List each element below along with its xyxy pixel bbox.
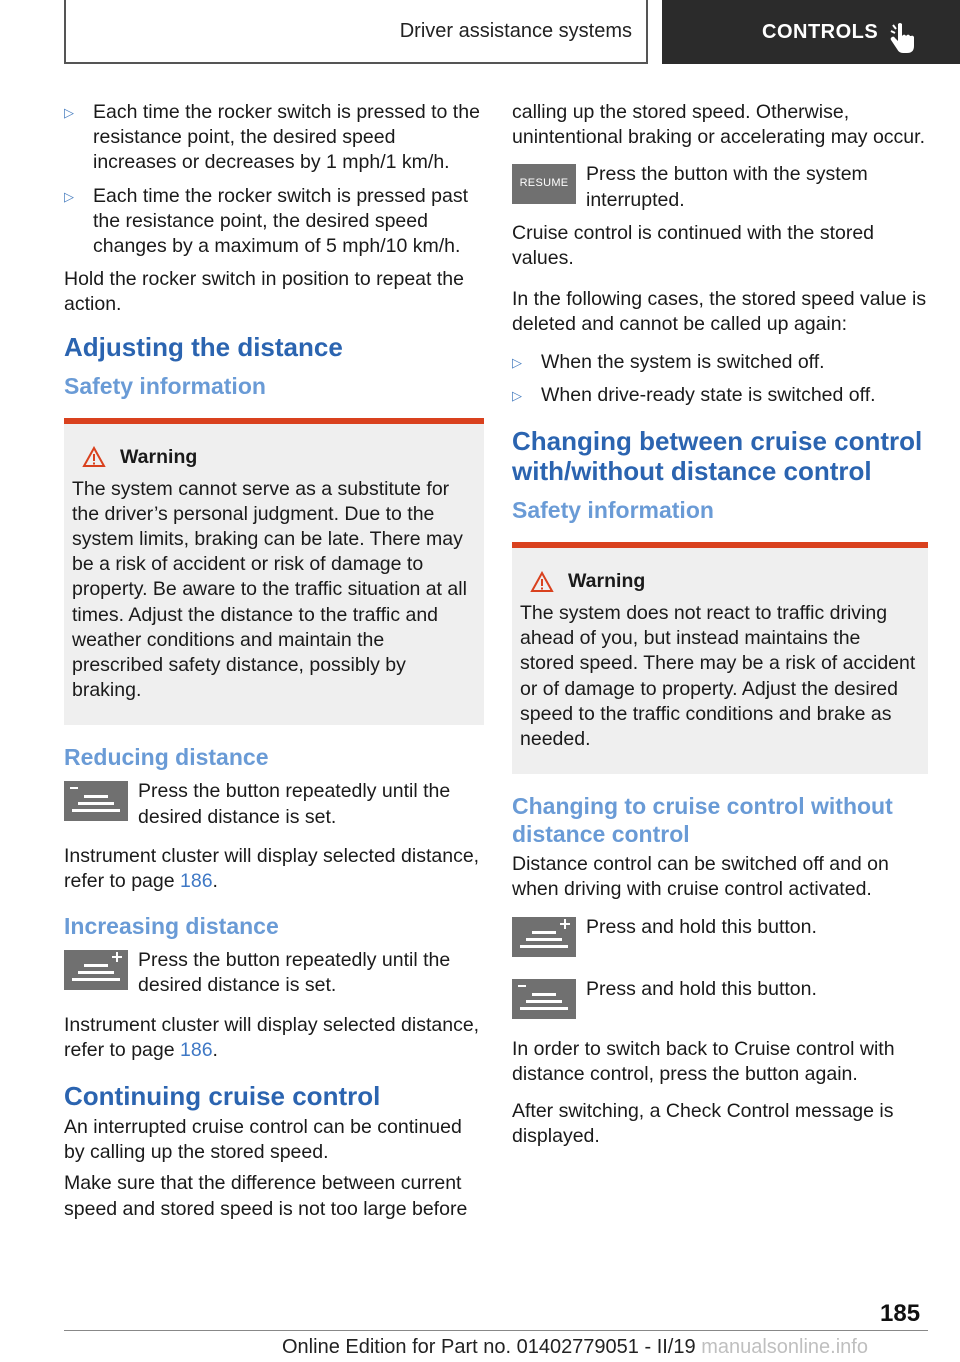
warning-text: The system cannot serve as a substitute for the driver’s personal judgment. Due to the system limits, braking can be late. There may be a risk of accident or risk of damage to property. Be aware to the traffic situation at all times. Adjust the distance to the traffic and weather conditions and maintain the prescribed safety distance, possibly by braking.	[72, 477, 467, 702]
heading-increasing-distance: Increasing distance	[64, 913, 279, 940]
warning-triangle-icon	[82, 446, 106, 468]
distance-plus-button-icon	[64, 950, 128, 990]
switch-back-paragraph: In order to switch back to Cruise control with distance control, press the button again.	[512, 1037, 895, 1085]
press-hold-row	[512, 915, 928, 957]
tab-label: CONTROLS	[762, 20, 879, 43]
list-item: ▷ When drive-ready state is switched off.	[512, 383, 928, 408]
triangle-bullet-icon: ▷	[512, 387, 522, 403]
header-section-title	[64, 0, 648, 64]
list-item: ▷ Each time the rocker switch is pressed to the resistance point, the desired speed increases or decreases by 1 mph/1 km/h.	[64, 100, 484, 176]
page-number: 185	[880, 1300, 921, 1327]
warning-box	[64, 418, 484, 726]
resume-row	[512, 162, 928, 212]
increase-cluster-text: Instrument cluster will display selected distance, refer to page 186.	[64, 1013, 480, 1061]
triangle-bullet-icon: ▷	[64, 105, 74, 120]
continued-values-paragraph: Cruise control is continued with the stored values.	[512, 221, 875, 270]
pointing-hand-icon	[888, 22, 918, 54]
increase-distance-row	[64, 948, 484, 998]
warning-title: Warning	[82, 446, 476, 469]
switch-paragraph: Distance control can be switched off and on when driving with cruise control activated.	[512, 853, 889, 901]
difference-paragraph: Make sure that the difference between current speed and stored speed is not too large before	[64, 1172, 468, 1220]
distance-minus-button-icon	[512, 979, 576, 1019]
triangle-bullet-icon: ▷	[64, 188, 74, 204]
distance-minus-button-icon	[64, 781, 128, 821]
increase-instruction: Press the button repeatedly until the desired distance is set.	[138, 949, 451, 997]
right-column	[512, 100, 928, 1161]
footer-brand: manualsonline.info	[701, 1336, 868, 1358]
resume-button-icon: RESUME	[512, 164, 576, 204]
list-item: ▷ Each time the rocker switch is pressed past the resistance point, the desired speed changes by a maximum of 5 mph/10 km/h.	[64, 184, 484, 260]
after-switching-paragraph: After switching, a Check Control message is displayed.	[512, 1100, 894, 1148]
hold-paragraph: Hold the rocker switch in position to repeat the action.	[64, 268, 464, 316]
heading-changing-between: Changing between cruise control with/without distance control	[512, 426, 923, 487]
heading-reducing-distance: Reducing distance	[64, 744, 269, 771]
warning-box	[512, 542, 928, 774]
press-hold-instruction: Press and hold this button.	[586, 915, 817, 938]
warning-triangle-icon	[530, 571, 554, 593]
left-column	[64, 100, 484, 1222]
heading-safety-information: Safety information	[512, 497, 714, 524]
warning-title: Warning	[530, 570, 920, 593]
footer-divider	[64, 1330, 928, 1331]
heading-safety-information: Safety information	[64, 372, 266, 399]
continued-paragraph: calling up the stored speed. Otherwise, unintentional braking or accelerating may occur.	[512, 101, 925, 149]
footer-edition: Online Edition for Part no. 01402779051 - II/19 manualsonline.info	[282, 1336, 868, 1358]
heading-continuing-cruise-control: Continuing cruise control	[64, 1081, 381, 1112]
distance-plus-button-icon	[512, 917, 576, 957]
heading-adjusting-distance: Adjusting the distance	[64, 331, 343, 362]
warning-text: The system does not react to traffic driving ahead of you, but instead maintains the stored speed. There may be a risk of accident or of damage to property. Adjust the desired speed to the traffic conditions and brake as needed.	[520, 602, 916, 751]
reduce-instruction: Press the button repeatedly until the desired distance is set.	[138, 780, 451, 828]
continue-paragraph: An interrupted cruise control can be continued by calling up the stored speed.	[64, 1116, 462, 1164]
page-link[interactable]: 186	[180, 1038, 213, 1061]
press-hold-row	[512, 977, 928, 1019]
section-title: Driver assistance systems	[399, 19, 632, 42]
cases-paragraph: In the following cases, the stored speed value is deleted and cannot be called up again:	[512, 288, 927, 336]
resume-instruction: Press the button with the system interrupted.	[586, 163, 868, 211]
triangle-bullet-icon: ▷	[512, 354, 522, 370]
list-item: ▷ When the system is switched off.	[512, 350, 928, 375]
reduce-cluster-text: Instrument cluster will display selected distance, refer to page 186.	[64, 844, 480, 893]
press-hold-instruction: Press and hold this button.	[586, 977, 817, 1000]
heading-changing-to-without: Changing to cruise control without distance control	[512, 793, 893, 848]
page-link[interactable]: 186	[180, 870, 213, 893]
reduce-distance-row	[64, 779, 484, 829]
